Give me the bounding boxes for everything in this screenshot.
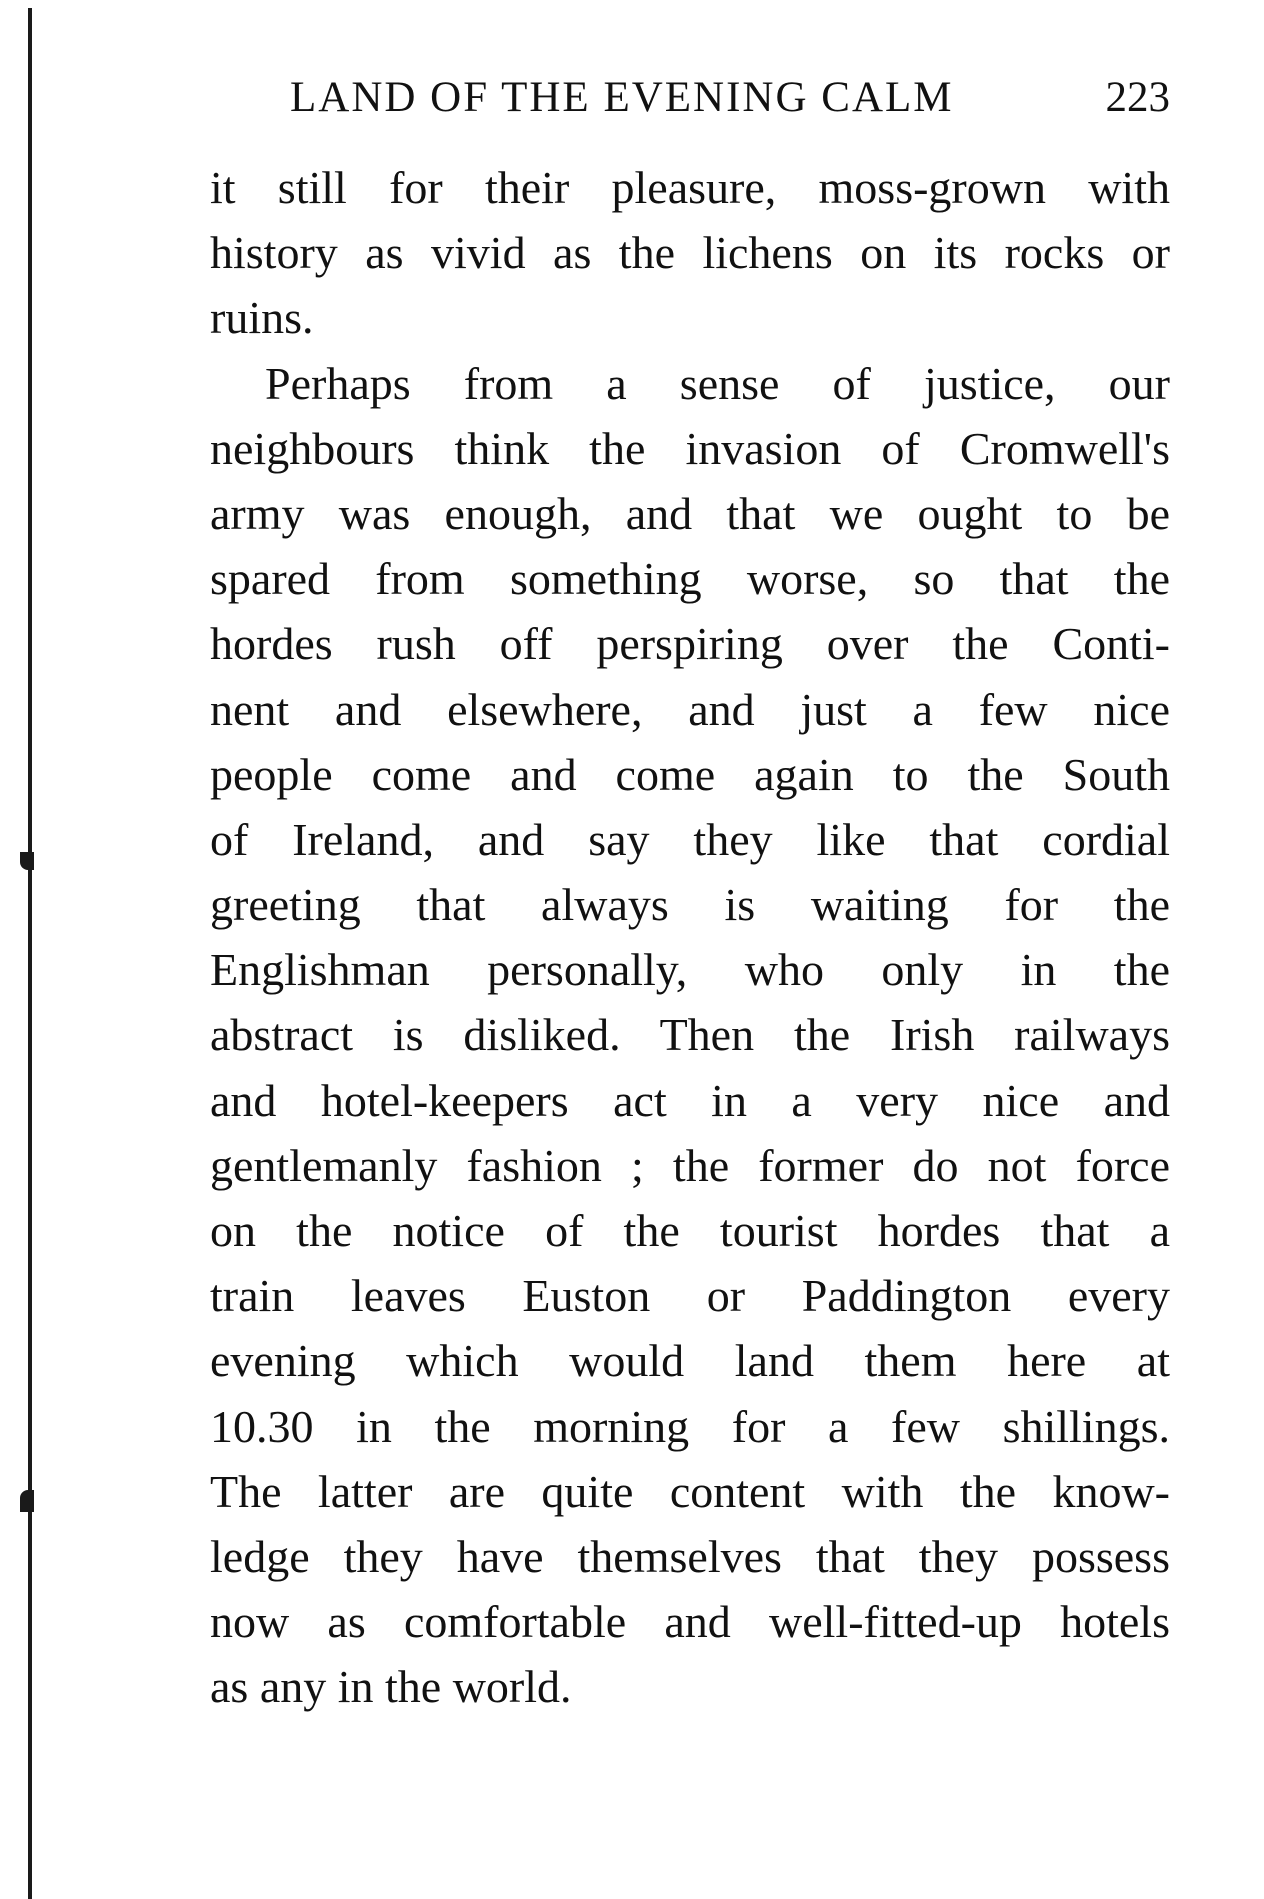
text-line: gentlemanly fashion ; the former do not force <box>210 1139 1170 1191</box>
text-line: now as comfortable and well-fitted-up hotels <box>210 1596 1170 1648</box>
text-line: The latter are quite content with the know- <box>210 1465 1170 1517</box>
text-line: evening which would land them here at <box>210 1335 1170 1387</box>
text-line: Englishman personally, who only in the <box>210 944 1170 996</box>
text-line: army was enough, and that we ought to be <box>210 487 1170 539</box>
page-number: 223 <box>1105 74 1170 121</box>
body-text <box>210 155 1170 1720</box>
text-line: it still for their pleasure, moss-grown with <box>210 162 1170 213</box>
text-line: neighbours think the invasion of Cromwell's <box>210 422 1170 474</box>
text-line: abstract is disliked. Then the Irish railways <box>210 1009 1170 1061</box>
text-line: as any in the world. <box>210 1661 572 1713</box>
text-line: on the notice of the tourist hordes that a <box>210 1205 1170 1256</box>
text-line: greeting that always is waiting for the <box>210 879 1170 931</box>
spine-mark-upper <box>20 852 34 870</box>
text-line: nent and elsewhere, and just a few nice <box>210 683 1170 735</box>
text-line: ruins. <box>210 292 314 344</box>
text-line: and hotel-keepers act in a very nice and <box>210 1074 1170 1126</box>
text-line: people come and come again to the South <box>210 748 1170 800</box>
text-line: train leaves Euston or Paddington every <box>210 1270 1170 1322</box>
page-header <box>290 68 1170 128</box>
text-line: ledge they have themselves that they possess <box>210 1530 1170 1582</box>
text-line: of Ireland, and say they like that cordial <box>210 813 1170 865</box>
text-line: 10.30 in the morning for a few shillings. <box>210 1400 1170 1452</box>
text-line: hordes rush off perspiring over the Conti- <box>210 618 1170 670</box>
spine-mark-lower <box>20 1490 34 1512</box>
text-line: history as vivid as the lichens on its rocks or <box>210 227 1170 279</box>
running-title: LAND OF THE EVENING CALM <box>290 74 954 121</box>
text-line: spared from something worse, so that the <box>210 553 1170 605</box>
page-spine-edge <box>28 8 32 1899</box>
text-line: Perhaps from a sense of justice, our <box>265 357 1170 409</box>
